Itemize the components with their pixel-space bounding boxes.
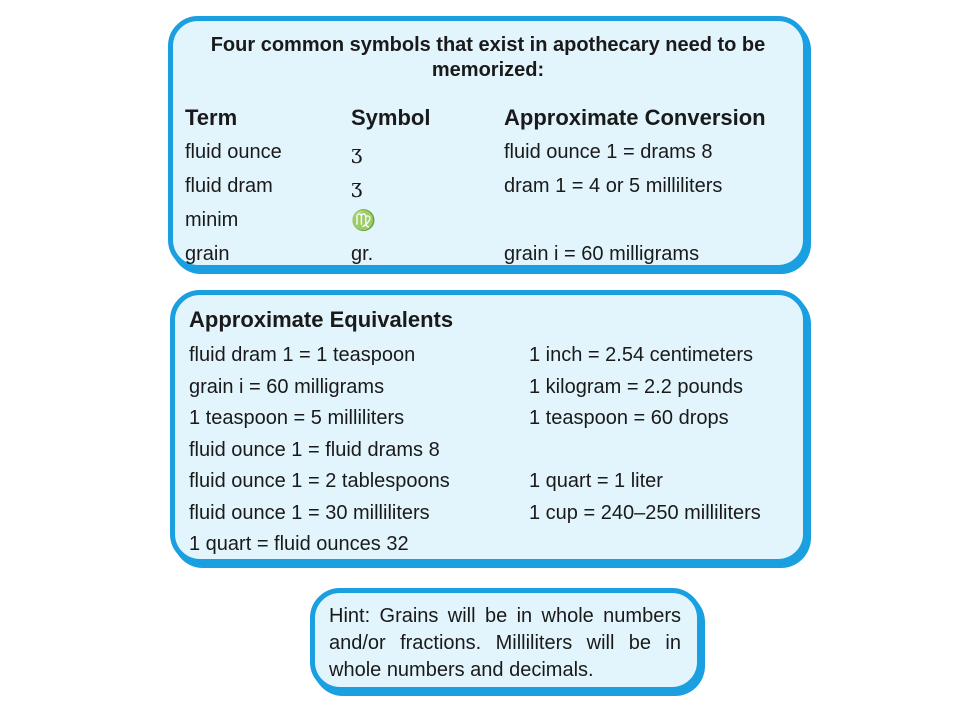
header-term: Term [185, 105, 238, 130]
list-item: 1 teaspoon = 60 drops [529, 407, 729, 429]
header-conversion: Approximate Conversion [504, 105, 766, 130]
table-row [185, 169, 766, 203]
list-item [529, 529, 761, 561]
symbols-table [185, 101, 766, 271]
term-cell: fluid ounce [185, 140, 282, 163]
table-row [185, 203, 766, 237]
minim-symbol: ♍ [351, 208, 376, 232]
list-item: 1 kilogram = 2.2 pounds [529, 375, 744, 398]
list-item: 1 inch = 2.54 centimeters [529, 344, 754, 366]
term-cell: grain [185, 242, 230, 265]
grain-symbol: gr. [351, 242, 374, 265]
conversion-cell [504, 203, 766, 237]
list-item: grain i = 60 milligrams [189, 375, 385, 398]
hint-box [310, 588, 702, 692]
approximate-equivalents-box [170, 290, 808, 564]
table-row [185, 135, 766, 169]
list-item: fluid dram 1 = 1 teaspoon [189, 344, 416, 366]
conversion-cell: dram 1 = 4 or 5 milliliters [504, 174, 723, 197]
apothecary-symbols-box [168, 16, 808, 270]
equivalents-right-column [529, 340, 761, 561]
term-cell: fluid dram [185, 174, 273, 197]
list-item: 1 quart = fluid ounces 32 [189, 533, 409, 555]
list-item: fluid ounce 1 = fluid drams 8 [189, 438, 440, 461]
list-item: fluid ounce 1 = 2 tablespoons [189, 470, 450, 492]
ounce-symbol: ʒ [351, 140, 363, 164]
symbols-table-header [185, 101, 766, 135]
term-cell: minim [185, 208, 239, 231]
list-item: fluid ounce 1 = 30 milliliters [189, 501, 430, 524]
list-item: 1 cup = 240–250 milliliters [529, 501, 761, 524]
list-item: 1 quart = 1 liter [529, 470, 663, 492]
dram-symbol: ʒ [351, 174, 363, 198]
symbols-box-title: Four common symbols that exist in apothecary need to be memorized: [210, 34, 766, 81]
header-symbol: Symbol [351, 105, 431, 130]
table-row [185, 237, 766, 271]
equivalents-left-column [189, 340, 450, 561]
equivalents-title: Approximate Equivalents [189, 307, 454, 332]
list-item: 1 teaspoon = 5 milliliters [189, 407, 405, 429]
hint-text: Hint: Grains will be in whole numbers and/or fractions. Milliliters will be in whole numbers and decimals. [329, 605, 681, 681]
list-item [529, 435, 761, 467]
conversion-cell: grain i = 60 milligrams [504, 242, 700, 265]
conversion-cell: fluid ounce 1 = drams 8 [504, 140, 713, 163]
